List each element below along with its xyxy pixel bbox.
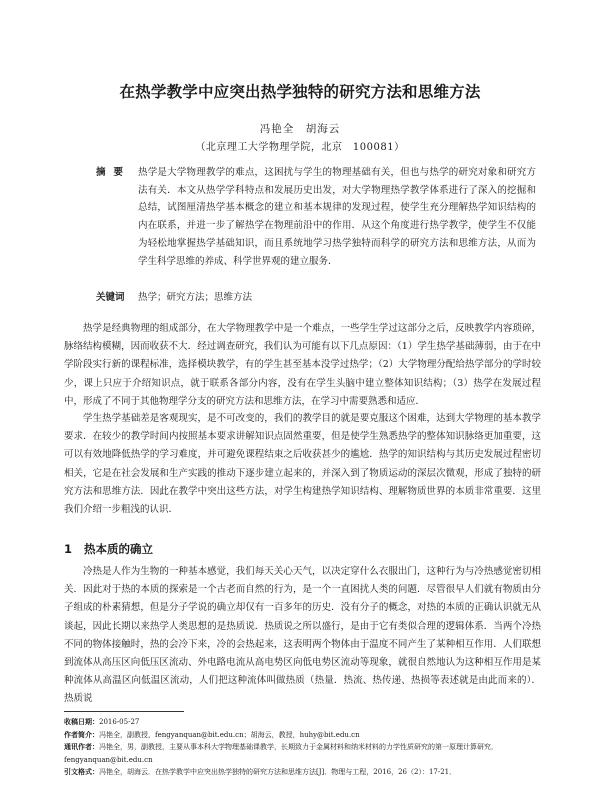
abstract-block xyxy=(96,164,536,270)
section-1-paragraph: 冷热是人作为生物的一种基本感觉，我们每天关心天气，以决定穿什么衣服出门，这种行为与冷热感觉密切相关．因此对于热的本质的探索是一个古老而自然的行为，是一个一直困扰人类的问题．尽管很早人们就有物质由分子组成的朴素猜想，但是分子学说的确立却仅有一百多年的历史．没有分子的概念，对热的本质的正确认识就无从谈起，因此长期以来热学人类思想的是热质说．热质说之所以盛行，是由于它有类似合理的逻辑体系．当两个冷热不同的物体接触时，热的会冷下来，冷的会热起来，这表明两个物体由于温度不同产生了某种相互作用．人们联想到流体从高压区向低压区流动、外电路电流从高电势区向低电势区流动等现象，就很自然地认为这种相互作用是某种流体从高温区向低温区流动，人们把这种流体叫做热质（热量．热流、热传递、热损等表述就是由此而来的）．热质说 xyxy=(64,566,541,705)
footnote-received: 收稿日期：2016-05-27 xyxy=(64,718,140,726)
intro-paragraph-2: 学生热学基础差是客观现实，是不可改变的，我们的教学目的就是要克服这个困难，达到大学物理的基本教学要求．在较少的教学时间内按照基本要求讲解知识点固然重要，但是使学生熟悉热学的整体知识脉络更加重要，这可以有效地降低热学的学习难度，并可避免课程结束之后收获甚少的尴尬．热学的知识结构与其历史发展过程密切相关，它是在社会发展和生产实践的推动下逐步建立起来的，并深入到了物质运动的深层次微观，形成了独特的研究方法和思维方法．因此在教学中突出这些方法，对学生构建热学知识结构、理解物质世界的本质非常重要．这里我们介绍一步粗浅的认识． xyxy=(64,413,541,516)
footnote-citation: 引文格式：冯艳全，胡海云．在热学教学中应突出热学独特的研究方法和思维方法[J]．物理与工程，2016，26（2）：17-21． xyxy=(64,768,457,777)
paper-authors: 冯艳全 胡海云 xyxy=(259,123,341,135)
keywords-block xyxy=(96,290,536,306)
intro-paragraph-1: 热学是经典物理的组成部分，在大学物理教学中是一个难点，一些学生学过这部分之后，反映教学内容琐碎，脉络结构模糊，因而收获不大．经过调查研究，我们认为可能有以下几点原因：（1）学生热学基础薄弱，由于在中学阶段实行新的课程标准，选择模块教学，有的学生甚至基本没学过热学；（2）大学物理分配给热学部分的学时较少，课上只应于介绍知识点，就于联系各部分内容，没有在学生头脑中建立整体知识结构；（3）热学在发展过程中，形成了不同于其他物理学分支的研究方法和思维方法，在学习中需要熟悉和适应． xyxy=(64,323,541,407)
keywords-text: 热学；研究方法；思维方法 xyxy=(138,292,253,303)
abstract-text: 热学是大学物理教学的难点，这困扰与学生的物理基础有关，但也与热学的研究对象和研究方法有关．本文从热学学科特点和发展历史出发，对大学物理热学教学体系进行了深入的挖掘和总结，试图厘清热学基本概念的建立和基本规律的发现过程，使学生充分理解热学知识结构的内在联系，并进一步了解热学在物理前沿中的作用．从这个角度进行热学教学，使学生不仅能为轻松地掌握热学基础知识，而且系统地学习热学独特而科学的研究方法和思维方法，从而为学生科学思维的养成、科学世界观的建立服务． xyxy=(138,167,536,267)
section-heading xyxy=(64,541,153,557)
author-affiliation: （北京理工大学物理学院，北京 100081） xyxy=(195,142,405,153)
footnote-divider xyxy=(64,711,184,712)
footnote-contact: 通讯作者：冯艳全，男，副教授，主要从事本科大学物理基础课教学，长期致力于金属材料和纳米材料的力学性质研究的第一原理计算研究．fengyanquan@bit.edu.cn xyxy=(64,743,498,764)
section-title: 热本质的确立 xyxy=(84,542,154,556)
abstract-label: 摘要 xyxy=(96,167,132,178)
footnotes xyxy=(64,716,541,779)
footnote-authors: 作者简介：冯艳全，副教授，fengyanquan@bit.edu.cn；胡海云，教授，huhy@bit.edu.cn xyxy=(64,730,360,739)
section-number: 1 xyxy=(64,542,73,556)
paper-title: 在热学教学中应突出热学独特的研究方法和思维方法 xyxy=(119,83,481,101)
keywords-label: 关键词 xyxy=(96,292,125,303)
